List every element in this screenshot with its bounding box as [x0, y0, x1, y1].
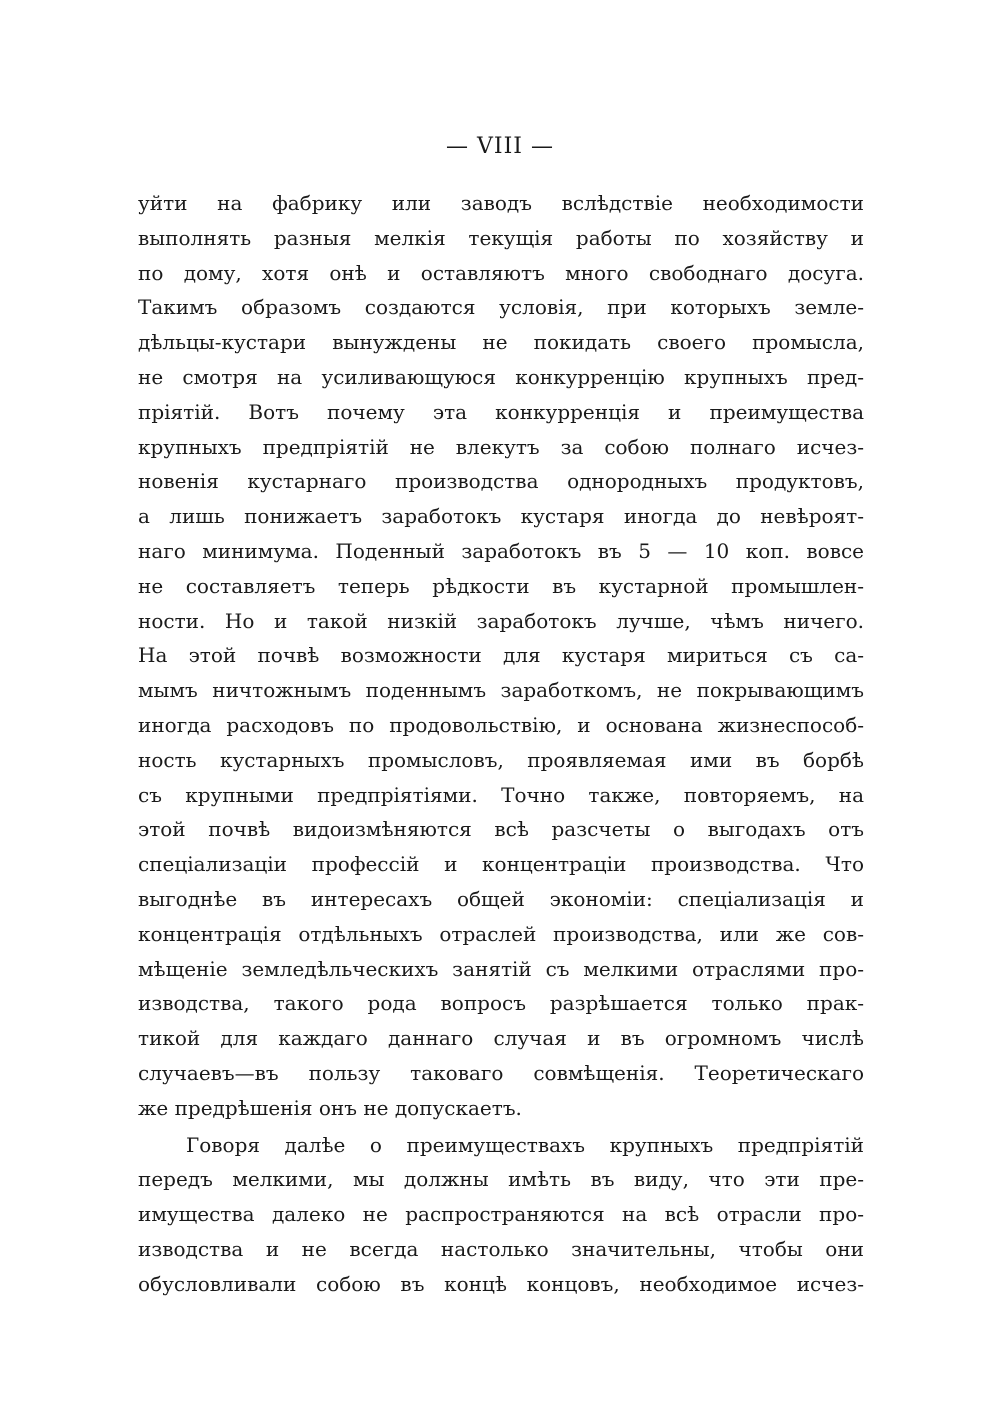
- text-line: ности. Но и такой низкій заработокъ лучше, чѣмъ ничего.: [138, 608, 864, 633]
- text-line: спеціализаціи профессій и концентраціи производства. Что: [138, 852, 864, 877]
- text-line: передъ мелкими, мы должны имѣть въ виду, что эти пре-: [138, 1167, 864, 1192]
- text-line: съ крупными предпріятіями. Точно также, повторяемъ, на: [138, 782, 864, 807]
- text-line: мѣщеніе земледѣльческихъ занятій съ мелкими отраслями про-: [138, 956, 864, 981]
- text-line: иногда расходовъ по продовольствію, и основана жизнеспособ-: [138, 712, 864, 737]
- text-line: ность кустарныхъ промысловъ, проявляемая ими въ борбѣ: [138, 747, 864, 772]
- text-line: новенія кустарнаго производства однородныхъ продуктовъ,: [138, 469, 864, 494]
- text-line: не составляетъ теперь рѣдкости въ кустарной промышлен-: [138, 573, 864, 598]
- text-line: мымъ ничтожнымъ поденнымъ заработкомъ, не покрывающимъ: [138, 678, 864, 703]
- text-line: уйти на фабрику или заводъ вслѣдствіе необходимости: [138, 191, 864, 215]
- body-text: [138, 186, 864, 1302]
- text-line: Говоря далѣе о преимуществахъ крупныхъ предпріятій: [186, 1132, 864, 1157]
- paragraph: [138, 1128, 864, 1302]
- text-line: крупныхъ предпріятій не влекутъ за собою полнаго исчез-: [138, 434, 864, 459]
- text-line: дѣльцы-кустари вынуждены не покидать своего промысла,: [138, 330, 864, 355]
- page-number: — VIII —: [446, 134, 554, 159]
- text-line: же предрѣшенія онъ не допускаетъ.: [138, 1095, 522, 1120]
- text-line: обусловливали собою въ концѣ концовъ, необходимое исчез-: [138, 1271, 864, 1296]
- text-line: изводства и не всегда настолько значительны, чтобы они: [138, 1236, 864, 1261]
- text-line: выполнять разныя мелкія текущія работы по хозяйству и: [138, 225, 864, 250]
- text-line: наго минимума. Поденный заработокъ въ 5 — 10 коп. вовсе: [138, 538, 864, 563]
- text-line: этой почвѣ видоизмѣняются всѣ разсчеты о выгодахъ отъ: [138, 817, 864, 842]
- text-line: Такимъ образомъ создаются условія, при которыхъ земле-: [138, 295, 864, 320]
- text-line: а лишь понижаетъ заработокъ кустаря иногда до невѣроят-: [138, 504, 864, 529]
- text-line: изводства, такого рода вопросъ разрѣшается только прак-: [138, 991, 864, 1016]
- paragraph: [138, 186, 864, 1126]
- text-line: выгоднѣе въ интересахъ общей экономіи: спеціализація и: [138, 886, 864, 911]
- text-line: не смотря на усиливающуюся конкурренцію крупныхъ пред-: [138, 364, 864, 389]
- text-line: тикой для каждаго даннаго случая и въ огромномъ числѣ: [138, 1026, 864, 1051]
- text-line: по дому, хотя онѣ и оставляютъ много свободнаго досуга.: [138, 260, 864, 285]
- text-line: пріятій. Вотъ почему эта конкурренція и преимущества: [138, 399, 864, 424]
- text-line: концентрація отдѣльныхъ отраслей производства, или же сов-: [138, 921, 864, 946]
- text-line: случаевъ—въ пользу таковаго совмѣщенія. Теоретическаго: [138, 1060, 864, 1085]
- text-line: имущества далеко не распространяются на всѣ отрасли про-: [138, 1202, 864, 1227]
- text-line: На этой почвѣ возможности для кустаря мириться съ са-: [138, 643, 864, 668]
